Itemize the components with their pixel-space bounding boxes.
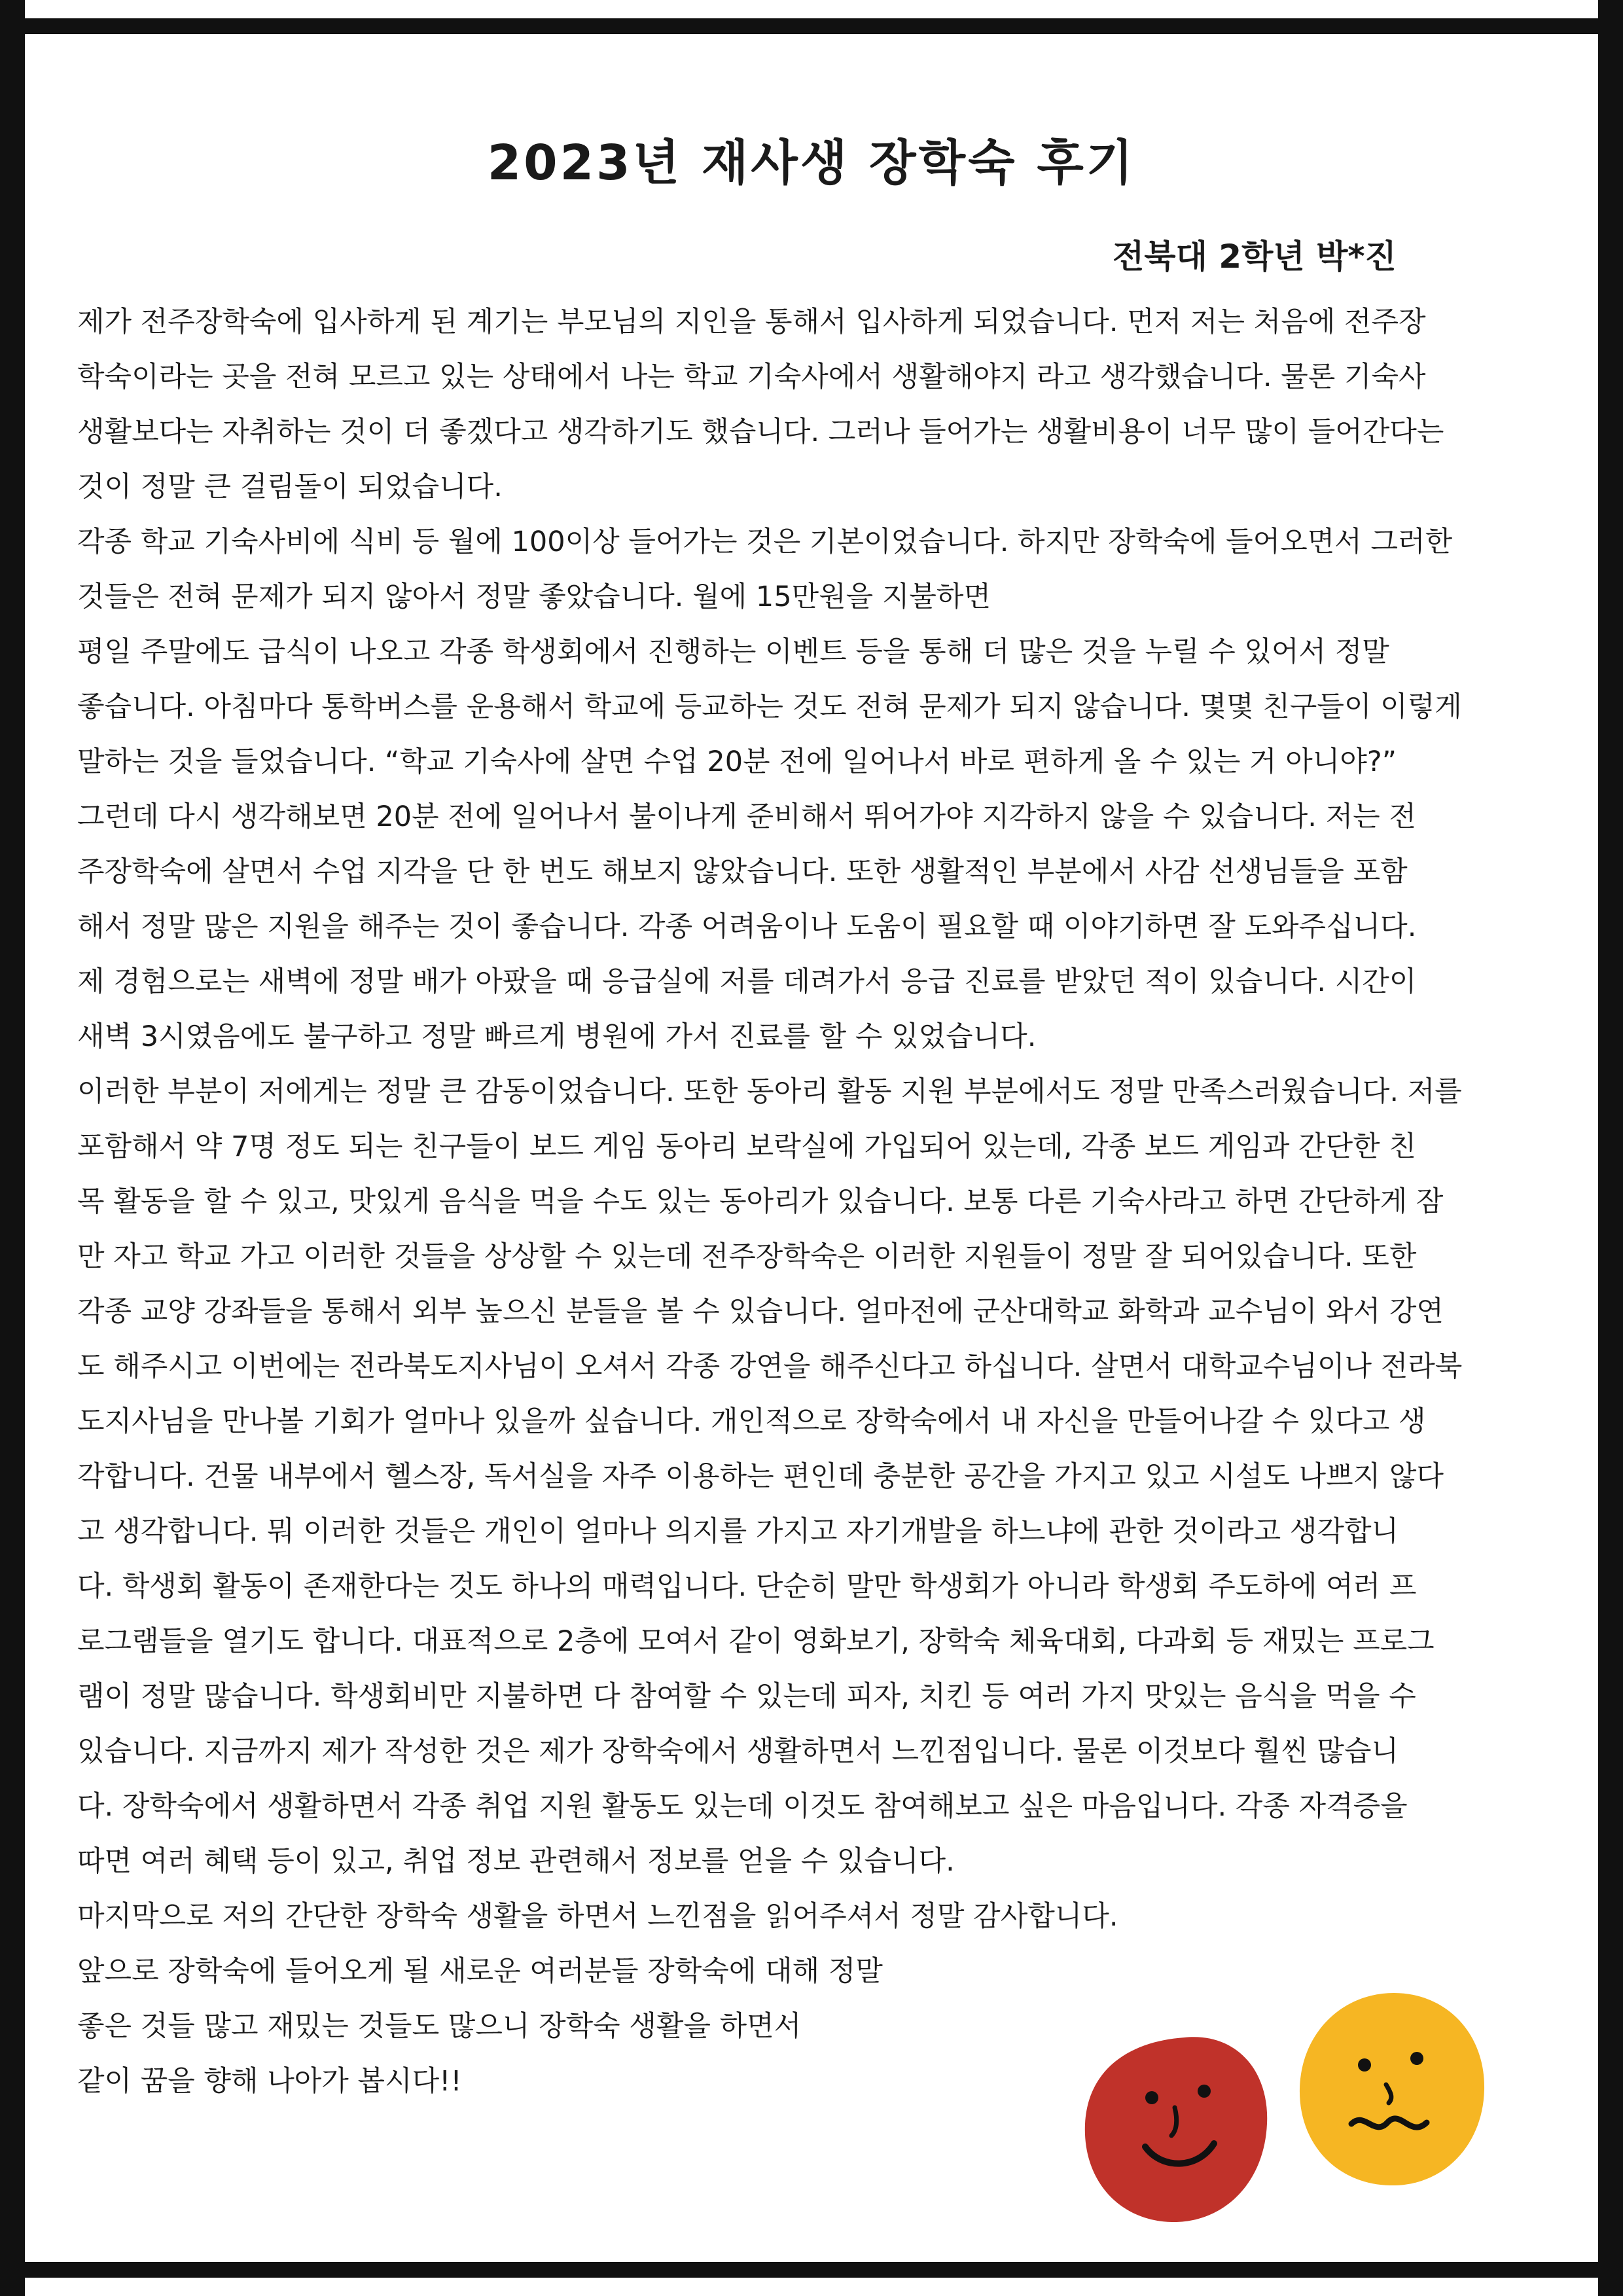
body-line: 좋은 것들 많고 재밌는 것들도 많으니 장학숙 생활을 하면서 xyxy=(77,2010,802,2043)
frame-top-bar xyxy=(0,18,1623,34)
body-line: 같이 꿈을 향해 나아가 봅시다!! xyxy=(77,2065,462,2098)
body-line: 마지막으로 저의 간단한 장학숙 생활을 하면서 느낀점을 읽어주셔서 정말 감사합니다. xyxy=(77,1900,1118,1933)
body-line: 좋습니다. 아침마다 통학버스를 운용해서 학교에 등교하는 것도 전혀 문제가 되지 않습니다. 몇몇 친구들이 이렇게 xyxy=(77,691,1462,723)
body-line: 제 경험으로는 새벽에 정말 배가 아팠을 때 응급실에 저를 데려가서 응급 진료를 받았던 적이 있습니다. 시간이 xyxy=(77,965,1417,998)
body-line: 것들은 전혀 문제가 되지 않아서 정말 좋았습니다. 월에 15만원을 지불하면 xyxy=(77,581,991,613)
body-line: 해서 정말 많은 지원을 해주는 것이 좋습니다. 각종 어려움이나 도움이 필요할 때 이야기하면 잘 도와주십니다. xyxy=(77,910,1417,943)
body-line: 목 활동을 할 수 있고, 맛있게 음식을 먹을 수도 있는 동아리가 있습니다. 보통 다른 기숙사라고 하면 간단하게 잠 xyxy=(77,1185,1444,1218)
body-line: 다. 학생회 활동이 존재한다는 것도 하나의 매력입니다. 단순히 말만 학생회가 아니라 학생회 주도하에 여러 프 xyxy=(77,1570,1417,1603)
body-line: 제가 전주장학숙에 입사하게 된 계기는 부모님의 지인을 통해서 입사하게 되었습니다. 먼저 저는 처음에 전주장 xyxy=(77,306,1426,338)
body-line: 다. 장학숙에서 생활하면서 각종 취업 지원 활동도 있는데 이것도 참여해보고 싶은 마음입니다. 각종 자격증을 xyxy=(77,1790,1408,1823)
review-body xyxy=(77,295,1563,2109)
body-line: 생활보다는 자취하는 것이 더 좋겠다고 생각하기도 했습니다. 그러나 들어가는 생활비용이 너무 많이 들어간다는 xyxy=(77,416,1444,448)
body-line: 이러한 부분이 저에게는 정말 큰 감동이었습니다. 또한 동아리 활동 지원 부분에서도 정말 만족스러웠습니다. 저를 xyxy=(77,1075,1462,1108)
body-line: 고 생각합니다. 뭐 이러한 것들은 개인이 얼마나 의지를 가지고 자기개발을 하느냐에 관한 것이라고 생각합니 xyxy=(77,1515,1399,1548)
body-line: 로그램들을 열기도 합니다. 대표적으로 2층에 모여서 같이 영화보기, 장학숙 체육대회, 다과회 등 재밌는 프로그 xyxy=(77,1625,1435,1658)
body-line: 만 자고 학교 가고 이러한 것들을 상상할 수 있는데 전주장학숙은 이러한 지원들이 정말 잘 되어있습니다. 또한 xyxy=(77,1240,1417,1273)
body-line: 각합니다. 건물 내부에서 헬스장, 독서실을 자주 이용하는 편인데 충분한 공간을 가지고 있고 시설도 나쁘지 않다 xyxy=(77,1460,1444,1493)
body-line: 것이 정말 큰 걸림돌이 되었습니다. xyxy=(77,471,503,503)
body-line: 램이 정말 많습니다. 학생회비만 지불하면 다 참여할 수 있는데 피자, 치킨 등 여러 가지 맛있는 음식을 먹을 수 xyxy=(77,1680,1416,1713)
smiling-face-icon xyxy=(1085,2037,1267,2222)
body-line: 따면 여러 혜택 등이 있고, 취업 정보 관련해서 정보를 얻을 수 있습니다. xyxy=(77,1845,955,1878)
body-line: 각종 교양 강좌들을 통해서 외부 높으신 분들을 볼 수 있습니다. 얼마전에 군산대학교 화학과 교수님이 와서 강연 xyxy=(77,1295,1444,1328)
wavy-mouth-face-icon xyxy=(1300,1993,1484,2185)
body-line: 포함해서 약 7명 정도 되는 친구들이 보드 게임 동아리 보락실에 가입되어 있는데, 각종 보드 게임과 간단한 친 xyxy=(77,1130,1416,1163)
frame-left-rail xyxy=(0,0,25,2296)
body-line: 주장학숙에 살면서 수업 지각을 단 한 번도 해보지 않았습니다. 또한 생활적인 부분에서 사감 선생님들을 포함 xyxy=(77,855,1408,888)
frame-bottom-bar xyxy=(0,2262,1623,2278)
body-line: 앞으로 장학숙에 들어오게 될 새로운 여러분들 장학숙에 대해 정말 xyxy=(77,1955,883,1988)
body-line: 말하는 것을 들었습니다. “학교 기숙사에 살면 수업 20분 전에 일어나서 바로 편하게 올 수 있는 거 아니야?” xyxy=(77,745,1397,778)
body-line: 있습니다. 지금까지 제가 작성한 것은 제가 장학숙에서 생활하면서 느낀점입니다. 물론 이것보다 훨씬 많습니 xyxy=(77,1735,1399,1768)
body-line: 새벽 3시였음에도 불구하고 정말 빠르게 병원에 가서 진료를 할 수 있었습니다. xyxy=(77,1020,1037,1053)
body-line: 학숙이라는 곳을 전혀 모르고 있는 상태에서 나는 학교 기숙사에서 생활해야지 라고 생각했습니다. 물론 기숙사 xyxy=(77,361,1426,393)
body-line: 평일 주말에도 급식이 나오고 각종 학생회에서 진행하는 이벤트 등을 통해 더 많은 것을 누릴 수 있어서 정말 xyxy=(77,636,1389,668)
author-line: 전북대 2학년 박*진 xyxy=(1113,238,1397,276)
page-title: 2023년 재사생 장학숙 후기 xyxy=(487,135,1136,191)
faces-illustration xyxy=(1073,1993,1499,2255)
body-line: 도지사님을 만나볼 기회가 얼마나 있을까 싶습니다. 개인적으로 장학숙에서 내 자신을 만들어나갈 수 있다고 생 xyxy=(77,1405,1426,1438)
body-line: 도 해주시고 이번에는 전라북도지사님이 오셔서 각종 강연을 해주신다고 하십니다. 살면서 대학교수님이나 전라북 xyxy=(77,1350,1463,1383)
body-line: 각종 학교 기숙사비에 식비 등 월에 100이상 들어가는 것은 기본이었습니다. 하지만 장학숙에 들어오면서 그러한 xyxy=(77,526,1453,558)
body-line: 그런데 다시 생각해보면 20분 전에 일어나서 불이나게 준비해서 뛰어가야 지각하지 않을 수 있습니다. 저는 전 xyxy=(77,800,1416,833)
frame-right-rail xyxy=(1598,0,1623,2296)
